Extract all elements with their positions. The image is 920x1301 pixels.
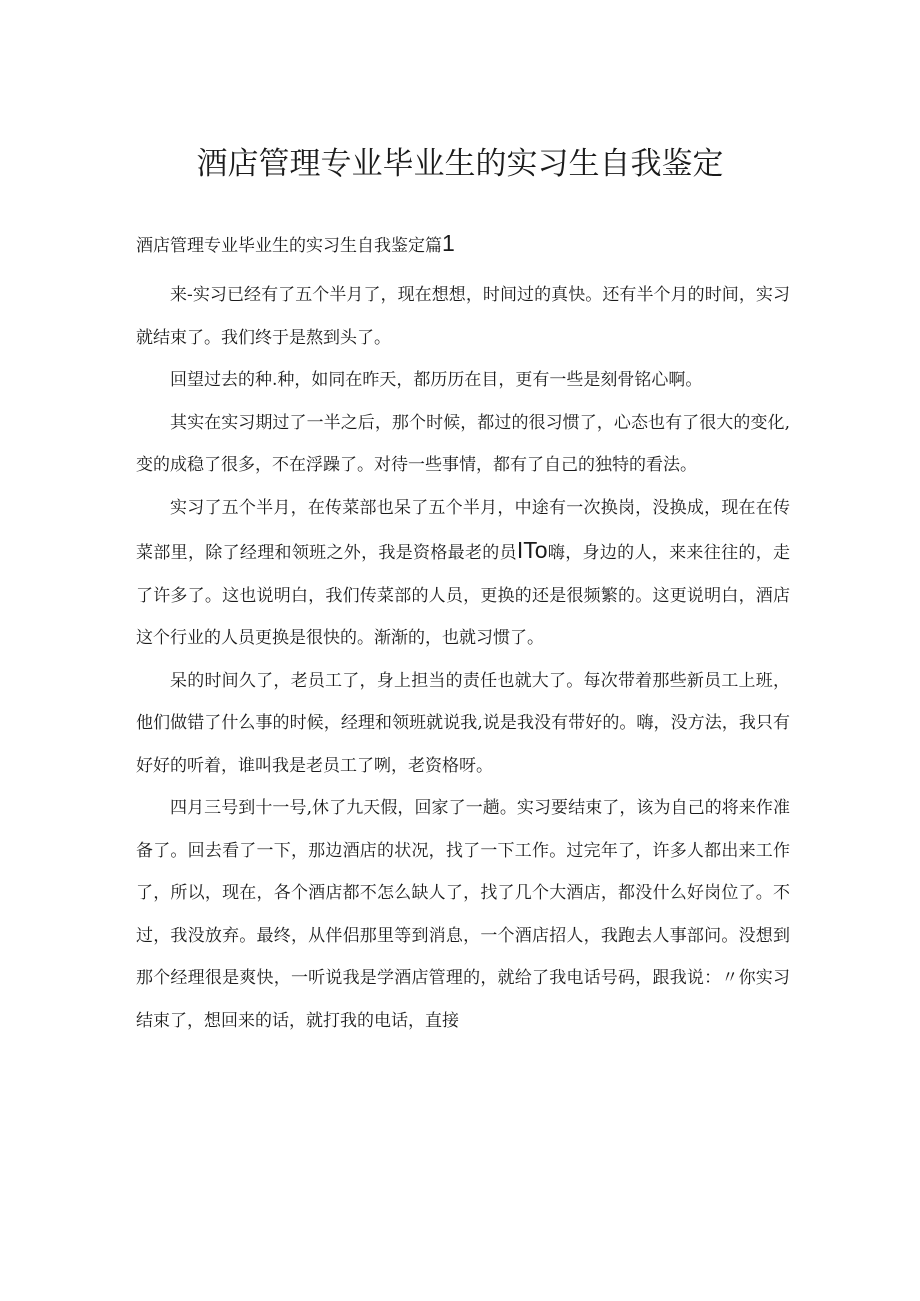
paragraph: 四月三号到十一号,休了九天假，回家了一趟。实习要结束了，该为自己的将来作准备了。回去看了一下，那边酒店的状况，找了一下工作。过完年了，许多人都出来工作了，所以，现在，各个酒店都不怎么缺人了，找了几个大酒店，都没什么好岗位了。不过，我没放弃。最终，从伴侣那里等到消息，一个酒店招人，我跑去人事部问。没想到那个经理很是爽快，一听说我是学酒店管理的，就给了我电话号码，跟我说：〃你实习结束了，想回来的话，就打我的电话，直接 <box>136 798 790 1031</box>
paragraph-text: 实习了五个半月，在传菜部也呆了五个半月，中途有一次换岗，没换成，现在在传菜部里，除了经理和领班之外，我是资格最老的员 <box>136 497 790 563</box>
section-heading <box>136 228 455 261</box>
paragraph: 呆的时间久了，老员工了，身上担当的责任也就大了。每次带着那些新员工上班，他们做错了什么事的时候，经理和领班就说我,说是我没有带好的。嗨，没方法，我只有好好的听着，谁叫我是老员工了咧，老资格呀。 <box>136 670 790 776</box>
paragraph <box>136 487 790 660</box>
section-heading-text: 酒店管理专业毕业生的实习生自我鉴定篇 <box>136 236 442 256</box>
document-title: 酒店管理专业毕业生的实习生自我鉴定 <box>196 146 724 182</box>
paragraph-latin-text: ITo <box>516 537 548 563</box>
paragraph: 其实在实习期过了一半之后，那个时候，都过的很习惯了，心态也有了很大的变化,变的成稳了很多，不在浮躁了。对待一些事情，都有了自己的独特的看法。 <box>136 412 790 475</box>
document-body <box>136 274 790 1042</box>
paragraph: 回望过去的种.种，如同在昨天，都历历在目，更有一些是刻骨铭心啊。 <box>170 370 703 390</box>
paragraph: 来-实习已经有了五个半月了，现在想想，时间过的真快。还有半个月的时间，实习就结束了。我们终于是熬到头了。 <box>136 285 790 348</box>
section-number: 1 <box>442 230 455 256</box>
paragraph-text: 嗨，身边的人，来来往往的，走了许多了。这也说明白，我们传菜部的人员，更换的还是很频繁的。这更说明白，酒店这个行业的人员更换是很快的。渐渐的，也就习惯了。 <box>136 543 791 648</box>
